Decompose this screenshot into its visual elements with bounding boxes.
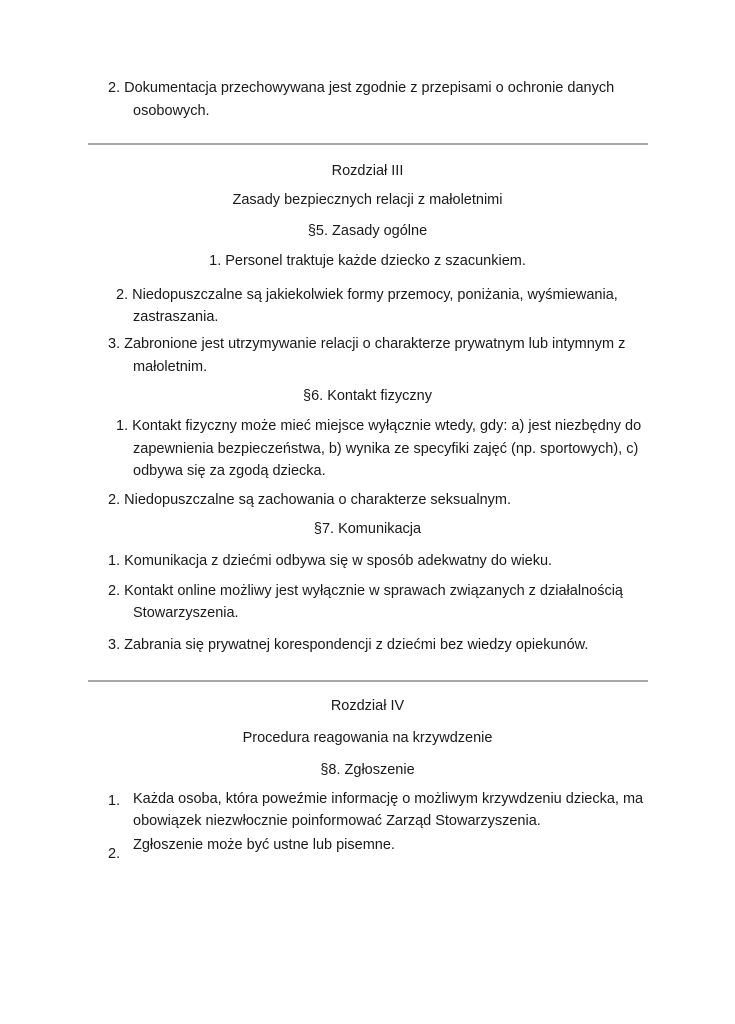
par6-item-1-line-2: zapewnienia bezpieczeństwa, b) wynika ze specyfiki zajęć (np. sportowych), c) bbox=[133, 441, 639, 457]
par5-item-3-line-2: małoletnim. bbox=[133, 359, 208, 375]
par8-item-2-text: Zgłoszenie może być ustne lub pisemne. bbox=[133, 837, 395, 853]
chapter-3-title: Rozdział III bbox=[331, 163, 404, 179]
chapter-4-subtitle: Procedura reagowania na krzywdzenie bbox=[242, 730, 493, 746]
section-divider bbox=[88, 680, 648, 682]
top-item-2-line-1: 2. Dokumentacja przechowywana jest zgodnie z przepisami o ochronie danych bbox=[108, 80, 615, 96]
par6-item-1-line-3: odbywa się za zgodą dziecka. bbox=[133, 463, 326, 479]
paragraph-8-heading: §8. Zgłoszenie bbox=[320, 762, 415, 778]
chapter-4-title: Rozdział IV bbox=[330, 698, 405, 714]
par5-item-2-line-2: zastraszania. bbox=[133, 309, 219, 325]
paragraph-5-heading: §5. Zasady ogólne bbox=[307, 223, 428, 239]
par7-item-1: 1. Komunikacja z dziećmi odbywa się w sposób adekwatny do wieku. bbox=[108, 553, 553, 569]
paragraph-7-heading: §7. Komunikacja bbox=[313, 521, 422, 537]
par8-item-1-line-1: Każda osoba, która poweźmie informację o możliwym krzywdzeniu dziecka, ma bbox=[133, 791, 644, 807]
paragraph-6-heading: §6. Kontakt fizyczny bbox=[303, 388, 432, 404]
par8-item-1-line-2: obowiązek niezwłocznie poinformować Zarząd Stowarzyszenia. bbox=[133, 813, 541, 829]
par7-item-3: 3. Zabrania się prywatnej korespondencji z dziećmi bez wiedzy opiekunów. bbox=[108, 637, 589, 653]
par8-item-1-number: 1. bbox=[108, 793, 121, 809]
chapter-3-subtitle: Zasady bezpiecznych relacji z małoletnimi bbox=[232, 192, 503, 208]
par5-item-1: 1. Personel traktuje każde dziecko z szacunkiem. bbox=[209, 253, 526, 269]
par7-item-2-line-1: 2. Kontakt online możliwy jest wyłącznie w sprawach związanych z działalnością bbox=[108, 583, 623, 599]
top-item-2-line-2: osobowych. bbox=[133, 103, 210, 119]
par6-item-1-line-1: 1. Kontakt fizyczny może mieć miejsce wyłącznie wtedy, gdy: a) jest niezbędny do bbox=[116, 418, 642, 434]
par5-item-3-line-1: 3. Zabronione jest utrzymywanie relacji o charakterze prywatnym lub intymnym z bbox=[108, 336, 626, 352]
par7-item-2-line-2: Stowarzyszenia. bbox=[133, 605, 239, 621]
par5-item-2-line-1: 2. Niedopuszczalne są jakiekolwiek formy przemocy, poniżania, wyśmiewania, bbox=[116, 287, 618, 303]
section-divider bbox=[88, 143, 648, 145]
par6-item-2: 2. Niedopuszczalne są zachowania o charakterze seksualnym. bbox=[108, 492, 511, 508]
par8-item-2-number: 2. bbox=[108, 846, 121, 862]
